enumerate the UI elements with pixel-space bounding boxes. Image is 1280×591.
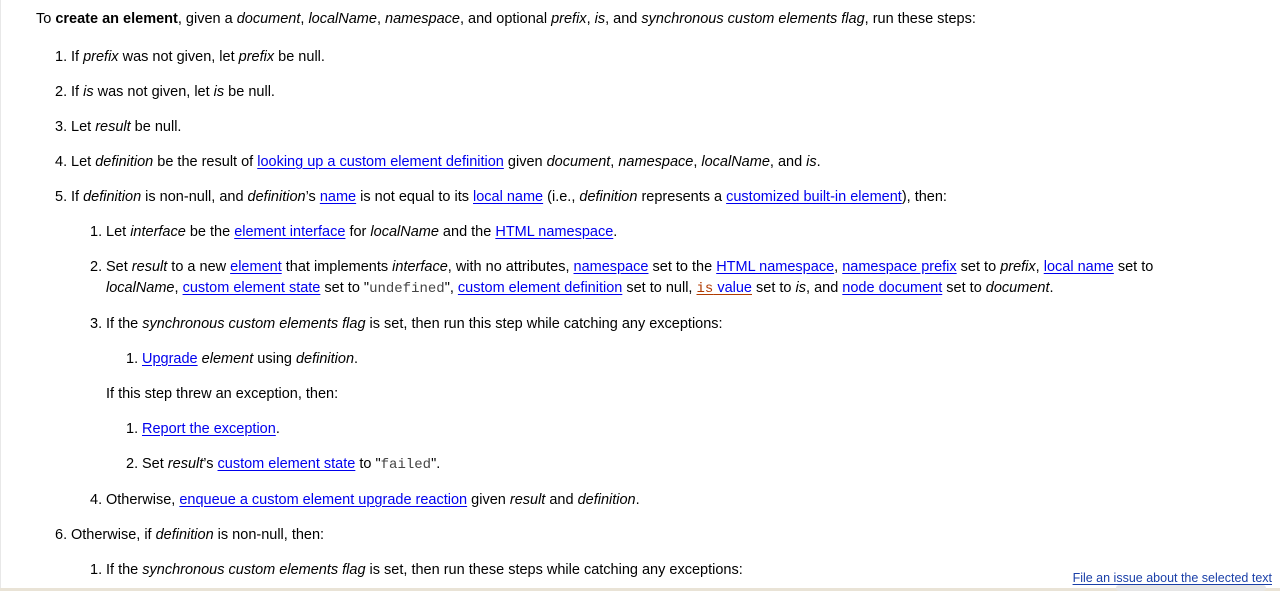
link-is-value[interactable]: is value (696, 280, 752, 297)
step-6-1: 1. If the synchronous custom elements flag is set, then run these steps while catching any exceptions: (90, 562, 743, 578)
exception-paragraph: If this step threw an exception, then: (106, 386, 339, 402)
file-issue-link[interactable]: File an issue about the selected text (1072, 571, 1272, 585)
spec-section (36, 9, 1266, 581)
link-customized-built-in[interactable]: customized built-in element (726, 189, 902, 205)
link-custom-element-definition[interactable]: custom element definition (457, 280, 623, 296)
link-look-up-definition[interactable]: looking up a custom element definition (257, 154, 504, 170)
defined-term: create an element (55, 11, 178, 27)
link-html-namespace[interactable]: HTML namespace (495, 224, 614, 240)
link-local-name-2[interactable]: local name (1043, 259, 1114, 275)
step-5: 5. If definition is non-null, and definition’s name is not equal to its local name (i.e., definition represents a customized built-in element), then: (55, 189, 947, 205)
step-4: 4. Let definition be the result of looking up a custom element definition given document, namespace, localName, and is. (55, 154, 821, 170)
step-1: 1. If prefix was not given, let prefix be null. (55, 49, 325, 65)
link-enqueue-upgrade[interactable]: enqueue a custom element upgrade reaction (179, 492, 468, 508)
link-custom-element-state[interactable]: custom element state (182, 280, 321, 296)
algorithm-intro: To create an element, given a document, localName, namespace, and optional prefix, is, and synchronous custom elements flag, run these steps: (36, 11, 976, 27)
link-element[interactable]: element (230, 259, 282, 275)
link-upgrade[interactable]: Upgrade (142, 351, 198, 367)
step-5-4: 4. Otherwise, enqueue a custom element upgrade reaction given result and definition. (90, 492, 640, 508)
step-6: 6. Otherwise, if definition is non-null, then: (55, 527, 325, 543)
link-local-name[interactable]: local name (473, 189, 544, 205)
link-namespace-prefix[interactable]: namespace prefix (842, 259, 957, 275)
step-5-3b-1: 1. Report the exception. (126, 421, 280, 437)
step-5-3b-2: 2. Set result’s custom element state to "failed". (126, 456, 441, 473)
link-custom-element-state-2[interactable]: custom element state (217, 456, 356, 472)
step-3: 3. Let result be null. (55, 119, 182, 135)
link-html-namespace-2[interactable]: HTML namespace (716, 259, 835, 275)
step-5-1: 1. Let interface be the element interface for localName and the HTML namespace. (90, 224, 618, 240)
link-namespace[interactable]: namespace (573, 259, 649, 275)
link-node-document[interactable]: node document (842, 280, 943, 296)
link-element-interface[interactable]: element interface (234, 224, 346, 240)
step-5-3: 3. If the synchronous custom elements flag is set, then run this step while catching any exceptions: (90, 316, 723, 332)
link-report-exception[interactable]: Report the exception (142, 421, 276, 437)
code-undefined: undefined (369, 281, 445, 297)
link-name[interactable]: name (319, 189, 357, 205)
code-failed: failed (380, 457, 432, 473)
step-5-3-1: 1. Upgrade element using definition. (126, 351, 359, 367)
step-5-2: 2. Set result to a new element that implements interface, with no attributes, namespace set to the HTML namespace, namespace prefix set to prefix, local name set to localName, custom element state set to "undefined", custom element definition set to null, is value set to is, and node document set to document. (90, 259, 1154, 297)
step-2: 2. If is was not given, let is be null. (55, 84, 275, 100)
